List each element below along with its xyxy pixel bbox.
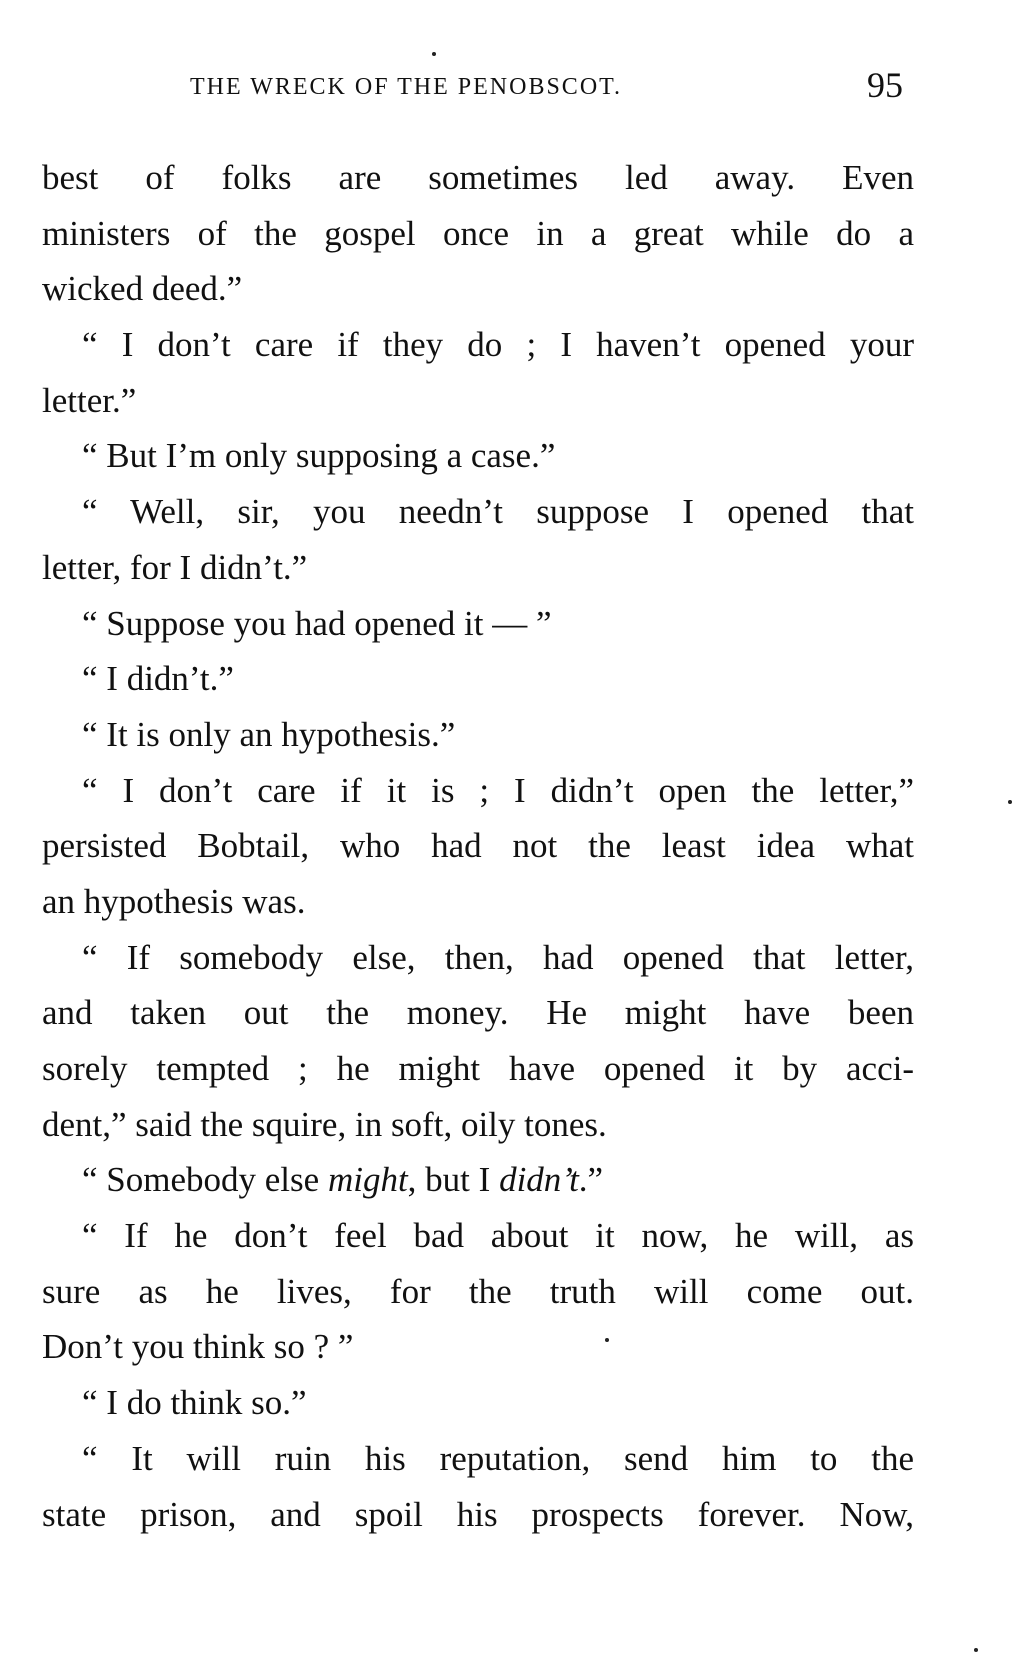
text-line: “ Well, sir, you needn’t suppose I opened that [82,492,914,532]
text-line: “ I do think so.” [82,1383,307,1423]
text-line: “ I didn’t.” [82,659,234,699]
ink-speck [974,1648,978,1652]
text-line: “ If somebody else, then, had opened that letter, [82,937,914,977]
running-title: THE WRECK OF THE PENOBSCOT. [190,74,623,100]
italic-text: didn’t [499,1160,579,1200]
text-run: , but I [407,1160,500,1200]
italic-text: might [327,1160,408,1200]
ink-speck [605,1338,609,1342]
text-run: “ Somebody else [82,1160,328,1200]
text-line: ministers of the gospel once in a great while do a [42,213,914,253]
page-number: 95 [867,65,903,105]
text-line: sorely tempted ; he might have opened it by acci- [42,1049,914,1088]
ink-speck [1008,800,1012,804]
text-line: “ I don’t care if it is ; I didn’t open the letter,” [82,770,914,810]
text-line: an hypothesis was. [42,881,306,921]
ink-speck [432,52,436,56]
text-line: best of folks are sometimes led away. Even [42,158,914,197]
text-line: Don’t you think so ? ” [42,1327,354,1367]
text-line: and taken out the money. He might have been [42,993,914,1033]
text-line: “ I don’t care if they do ; I haven’t opened your [82,325,914,365]
running-head [40,62,915,112]
text-line: “ If he don’t feel bad about it now, he will, as [82,1216,914,1256]
text-line: letter.” [42,380,137,420]
text-line: “ It is only an hypothesis.” [82,714,456,754]
text-line: “ Suppose you had opened it — ” [82,603,552,643]
text-line: wicked deed.” [42,269,243,309]
text-run: .” [578,1160,604,1200]
text-line: “ It will ruin his reputation, send him to the [82,1438,914,1478]
text-line: letter, for I didn’t.” [42,547,308,587]
text-line: dent,” said the squire, in soft, oily tones. [42,1104,607,1144]
body-text [42,150,914,1542]
text-line: sure as he lives, for the truth will come out. [42,1271,914,1311]
text-line [42,1152,914,1208]
text-line: state prison, and spoil his prospects forever. Now, [42,1494,914,1534]
text-line: “ But I’m only supposing a case.” [82,436,556,476]
text-line: persisted Bobtail, who had not the least idea what [42,826,914,866]
